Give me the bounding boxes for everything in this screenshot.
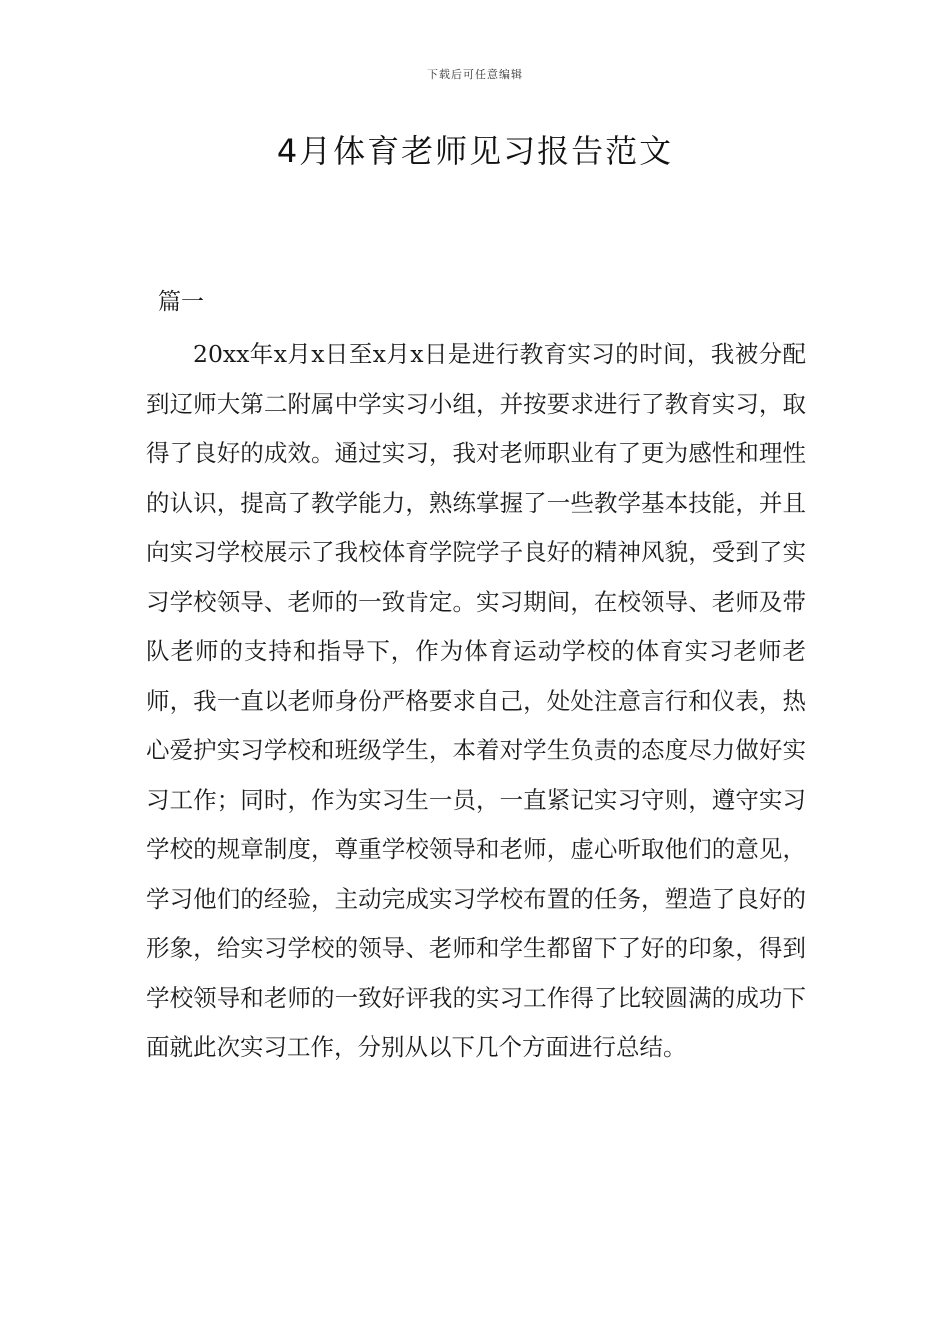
section-label: 篇一: [158, 289, 204, 315]
document-title: 4月体育老师见习报告范文: [276, 132, 674, 170]
body-paragraph: 20xx年x月x日至x月x日是进行教育实习的时间，我被分配到辽师大第二附属中学实习小组，并按要求进行了教育实习，取得了良好的成效。通过实习，我对老师职业有了更为感性和理性的认识，提高了教学能力，熟练掌握了一些教学基本技能，并且向实习学校展示了我校体育学院学子良好的精神风貌，受到了实习学校领导、老师的一致肯定。实习期间，在校领导、老师及带队老师的支持和指导下，作为体育运动学校的体育实习老师老师，我一直以老师身份严格要求自己，处处注意言行和仪表，热心爱护实习学校和班级学生，本着对学生负责的态度尽力做好实习工作；同时，作为实习生一员，一直紧记实习守则，遵守实习学校的规章制度，尊重学校领导和老师，虚心听取他们的意见，学习他们的经验，主动完成实习学校布置的任务，塑造了良好的形象，给实习学校的领导、老师和学生都留下了好的印象，得到学校领导和老师的一致好评我的实习工作得了比较圆满的成功下面就此次实习工作，分别从以下几个方面进行总结。: [146, 340, 806, 1061]
header-note: 下载后可任意编辑: [427, 68, 523, 81]
